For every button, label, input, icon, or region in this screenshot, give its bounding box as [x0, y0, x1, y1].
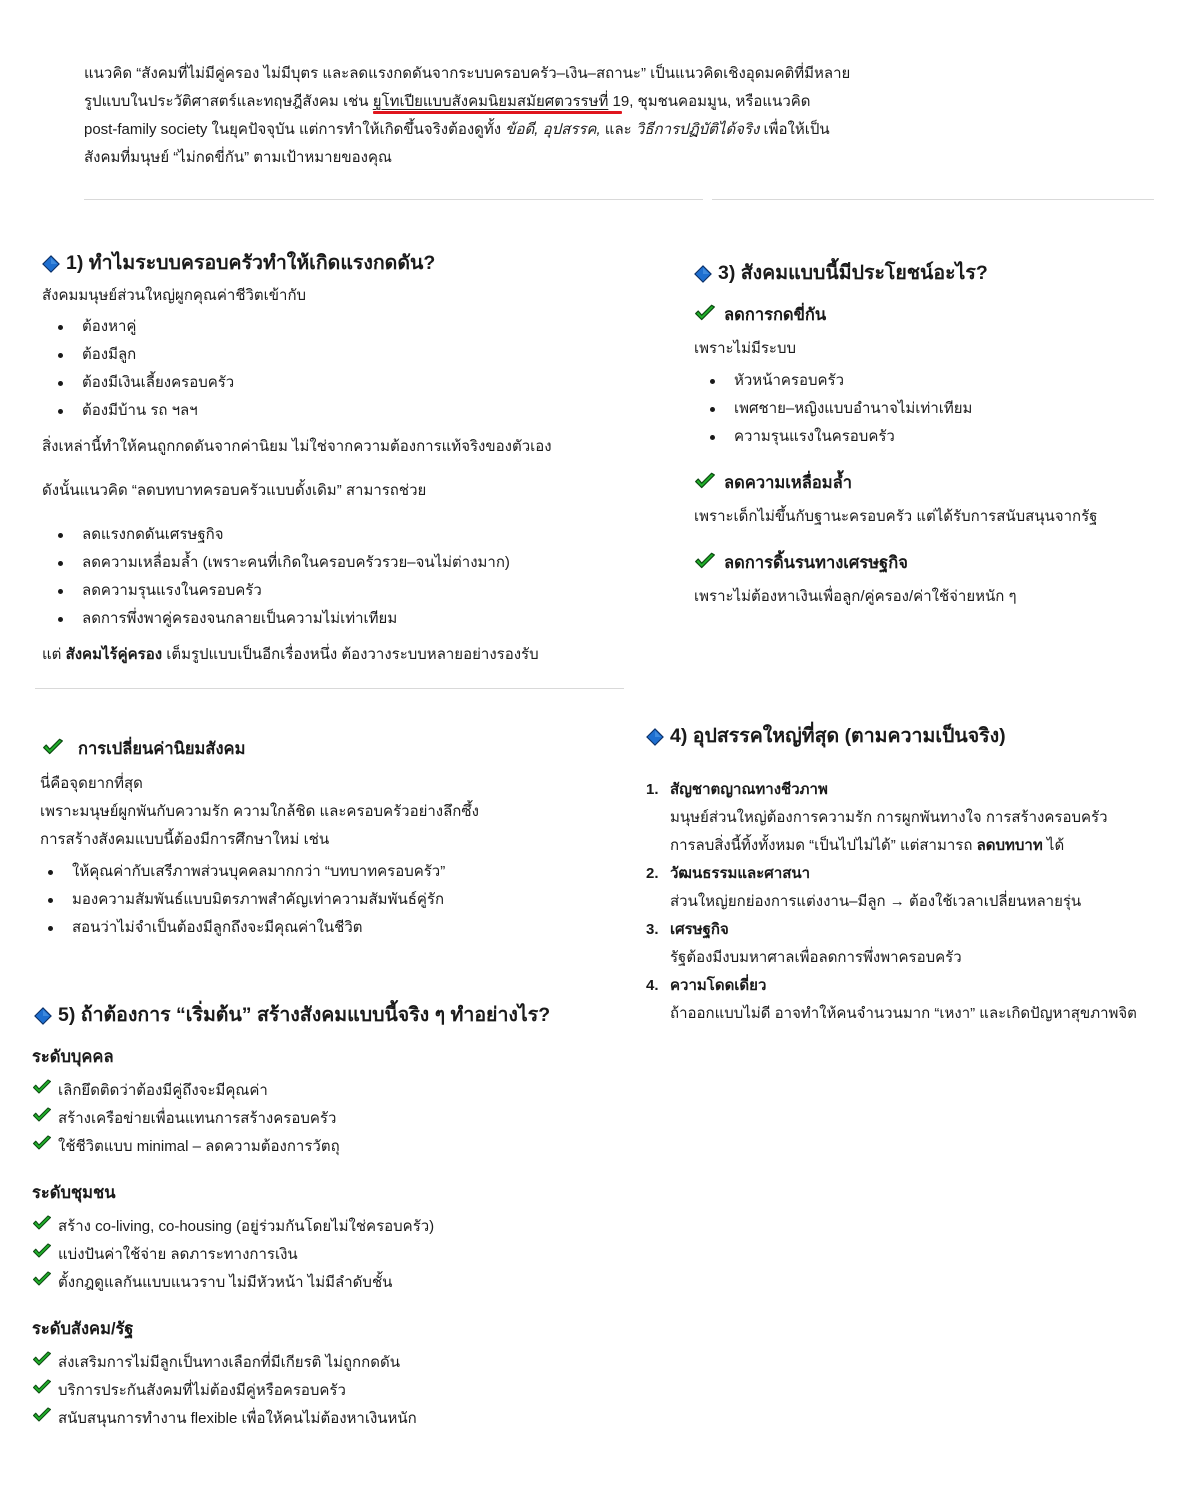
obstacle-item: [646, 860, 1156, 916]
value-change-line-3: การสร้างสังคมแบบนี้ต้องมีการศึกษาใหม่ เช่น: [40, 831, 330, 848]
section-1-lead: สังคมมนุษย์ส่วนใหญ่ผูกคุณค่าชีวิตเข้ากับ: [42, 287, 307, 304]
intro-text: และ: [600, 121, 636, 138]
green-check-icon: [32, 1241, 52, 1269]
item-number: 4.: [646, 977, 659, 994]
item-text: ส่งเสริมการไม่มีลูกเป็นทางเลือกที่มีเกียรติ ไม่ถูกกดดัน: [58, 1354, 400, 1371]
obstacle-title: ความโดดเดี่ยว: [670, 977, 767, 994]
level-heading: ระดับชุมชน: [32, 1184, 116, 1202]
level-list: [32, 1349, 417, 1433]
level-heading: ระดับบุคคล: [32, 1048, 114, 1066]
obstacle-title: เศรษฐกิจ: [670, 921, 729, 938]
divider: [84, 199, 703, 200]
section-title: 3) สังคมแบบนี้มีประโยชน์อะไร?: [718, 262, 988, 284]
item-text: สร้างเครือข่ายเพื่อนแทนการสร้างครอบครัว: [58, 1110, 337, 1127]
divider: [35, 688, 624, 689]
list-item: [32, 1133, 340, 1161]
item-number: 1.: [646, 781, 659, 798]
benefit-2-text: เพราะเด็กไม่ขึ้นกับฐานะครอบครัว แต่ได้รับการสนับสนุนจากรัฐ: [694, 508, 1098, 525]
blue-diamond-icon: [646, 728, 662, 744]
list-item: [32, 1405, 417, 1433]
blue-diamond-icon: [34, 1007, 50, 1023]
closing-text: เต็มรูปแบบเป็นอีกเรื่องหนึ่ง ต้องวางระบบหลายอย่างรองรับ: [162, 646, 539, 663]
list-item: ต้องหาคู่: [42, 313, 234, 341]
list-item: [32, 1269, 434, 1297]
intro-text: 19, ชุมชนคอมมูน, หรือแนวคิด: [608, 93, 811, 110]
value-change-line-2: เพราะมนุษย์ผูกพันกับความรัก ความใกล้ชิด และครอบครัวอย่างลึกซึ้ง: [40, 803, 479, 820]
list-item: เพศชาย–หญิงแบบอำนาจไม่เท่าเทียม: [694, 395, 972, 423]
green-check-icon: [32, 1269, 52, 1297]
item-text: ตั้งกฎดูแลกันแบบแนวราบ ไม่มีหัวหน้า ไม่มีลำดับชั้น: [58, 1274, 393, 1291]
intro-line-3: [84, 116, 884, 144]
list-item: หัวหน้าครอบครัว: [694, 367, 972, 395]
list-item: [32, 1105, 340, 1133]
list-item: สอนว่าไม่จำเป็นต้องมีลูกถึงจะมีคุณค่าในชีวิต: [32, 914, 445, 942]
desc-text: ได้: [1042, 837, 1065, 854]
green-check-icon: [694, 472, 716, 495]
intro-emphasis: ข้อดี, อุปสรรค,: [505, 121, 601, 138]
obstacle-title: วัฒนธรรมและศาสนา: [670, 865, 811, 882]
divider: [712, 199, 1154, 200]
list-item: ต้องมีเงินเลี้ยงครอบครัว: [42, 369, 234, 397]
section-1-heading: [42, 247, 632, 278]
intro-text: เพื่อให้เป็น: [759, 121, 830, 138]
benefit-2-heading: [694, 470, 852, 496]
obstacle-desc: [670, 832, 1156, 860]
level-list: [32, 1077, 340, 1161]
green-check-icon: [32, 1405, 52, 1433]
intro-emphasis: วิธีการปฏิบัติได้จริง: [635, 121, 760, 138]
section-title: 4) อุปสรรคใหญ่ที่สุด (ตามความเป็นจริง): [670, 725, 1006, 747]
list-item: ลดความรุนแรงในครอบครัว: [42, 577, 510, 605]
item-text: เลิกยึดติดว่าต้องมีคู่ถึงจะมีคุณค่า: [58, 1082, 268, 1099]
benefit-1-heading: [694, 302, 826, 328]
obstacle-item: [646, 916, 1156, 972]
value-change-heading: [42, 736, 245, 762]
section-5-heading: [34, 999, 634, 1030]
obstacle-desc: ถ้าออกแบบไม่ดี อาจทำให้คนจำนวนมาก “เหงา” และเกิดปัญหาสุขภาพจิต: [670, 1005, 1137, 1022]
section-3: [694, 257, 1154, 288]
list-item: [32, 1241, 434, 1269]
section-1-closing: [42, 641, 539, 669]
benefit-1-list: [694, 367, 972, 451]
green-check-icon: [694, 304, 716, 327]
section-1-after: สิ่งเหล่านี้ทำให้คนถูกกดดันจากค่านิยม ไม่ใช่จากความต้องการแท้จริงของตัวเอง: [42, 438, 552, 455]
item-text: ใช้ชีวิตแบบ minimal – ลดความต้องการวัตถุ: [58, 1138, 340, 1155]
section-4: [646, 720, 1156, 751]
section-title: 1) ทำไมระบบครอบครัวทำให้เกิดแรงกดดัน?: [66, 252, 436, 274]
utopia-link[interactable]: ยูโทเปียแบบสังคมนิยมสมัยศตวรรษที่: [372, 93, 609, 110]
list-item: [32, 1349, 417, 1377]
intro-paragraph: [84, 60, 884, 172]
section-4-heading: [646, 720, 1156, 751]
green-check-icon: [694, 552, 716, 575]
list-item: ลดแรงกดดันเศรษฐกิจ: [42, 521, 510, 549]
benefit-3-text: เพราะไม่ต้องหาเงินเพื่อลูก/คู่ครอง/ค่าใช้จ่ายหนัก ๆ: [694, 588, 1017, 605]
section-title: 5) ถ้าต้องการ “เริ่มต้น” สร้างสังคมแบบนี้จริง ๆ ทำอย่างไร?: [58, 1004, 551, 1026]
green-check-icon: [32, 1377, 52, 1405]
list-item: ต้องมีลูก: [42, 341, 234, 369]
item-text: สนับสนุนการทำงาน flexible เพื่อให้คนไม่ต้องหาเงินหนัก: [58, 1410, 417, 1427]
item-number: 2.: [646, 865, 659, 882]
intro-line-4: สังคมที่มนุษย์ “ไม่กดขี่กัน” ตามเป้าหมายของคุณ: [84, 149, 392, 166]
list-item: ลดการพึ่งพาคู่ครองจนกลายเป็นความไม่เท่าเทียม: [42, 605, 510, 633]
green-check-icon: [42, 738, 64, 761]
benefit-title: ลดการดิ้นรนทางเศรษฐกิจ: [724, 554, 908, 572]
obstacle-item: [646, 972, 1156, 1028]
section-5: [34, 999, 634, 1030]
list-item: [32, 1377, 417, 1405]
obstacle-desc: มนุษย์ส่วนใหญ่ต้องการความรัก การผูกพันทางใจ การสร้างครอบครัว: [670, 809, 1108, 826]
closing-bold: สังคมไร้คู่ครอง: [65, 646, 163, 663]
section-1-benefits: [42, 521, 510, 633]
item-number: 3.: [646, 921, 659, 938]
list-item: [32, 1077, 340, 1105]
obstacles-list: [646, 776, 1156, 1028]
value-change-list: [32, 858, 445, 942]
benefit-1-lead: เพราะไม่มีระบบ: [694, 340, 797, 357]
list-item: ลดความเหลื่อมล้ำ (เพราะคนที่เกิดในครอบครัวรวย–จนไม่ต่างมาก): [42, 549, 510, 577]
obstacle-desc: ส่วนใหญ่ยกย่องการแต่งงาน–มีลูก → ต้องใช้เวลาเปลี่ยนหลายรุ่น: [670, 893, 1082, 910]
obstacle-desc: รัฐต้องมีงบมหาศาลเพื่อลดการพึ่งพาครอบครัว: [670, 949, 962, 966]
green-check-icon: [32, 1077, 52, 1105]
intro-text: รูปแบบในประวัติศาสตร์และทฤษฎีสังคม เช่น: [84, 93, 373, 110]
blue-diamond-icon: [694, 265, 710, 281]
green-check-icon: [32, 1213, 52, 1241]
obstacle-title: สัญชาตญาณทางชีวภาพ: [670, 781, 828, 798]
desc-text: การลบสิ่งนี้ทิ้งทั้งหมด “เป็นไปไม่ได้” แต่สามารถ: [670, 837, 977, 854]
desc-bold: ลดบทบาท: [976, 837, 1043, 854]
intro-line-1: แนวคิด “สังคมที่ไม่มีคู่ครอง ไม่มีบุตร และลดแรงกดดันจากระบบครอบครัว–เงิน–สถานะ” เป็นแนวคิดเชิงอุดมคติที่มีหลาย: [84, 65, 851, 82]
list-item: มองความสัมพันธ์แบบมิตรภาพสำคัญเท่าความสัมพันธ์คู่รัก: [32, 886, 445, 914]
section-3-heading: [694, 257, 1154, 288]
benefit-3-heading: [694, 550, 908, 576]
level-list: [32, 1213, 434, 1297]
level-heading: ระดับสังคม/รัฐ: [32, 1320, 134, 1338]
list-item: ต้องมีบ้าน รถ ฯลฯ: [42, 397, 234, 425]
blue-diamond-icon: [42, 255, 58, 271]
green-check-icon: [32, 1349, 52, 1377]
list-item: ให้คุณค่ากับเสรีภาพส่วนบุคคลมากกว่า “บทบาทครอบครัว”: [32, 858, 445, 886]
item-text: แบ่งปันค่าใช้จ่าย ลดภาระทางการเงิน: [58, 1246, 298, 1263]
benefit-title: ลดการกดขี่กัน: [724, 306, 827, 324]
section-1-so: ดังนั้นแนวคิด “ลดบทบาทครอบครัวแบบดั้งเดิม” สามารถช่วย: [42, 482, 427, 499]
closing-text: แต่: [42, 646, 66, 663]
list-item: ความรุนแรงในครอบครัว: [694, 423, 972, 451]
section-title: การเปลี่ยนค่านิยมสังคม: [78, 740, 246, 758]
green-check-icon: [32, 1105, 52, 1133]
value-change-line-1: นี่คือจุดยากที่สุด: [40, 775, 143, 792]
item-text: บริการประกันสังคมที่ไม่ต้องมีคู่หรือครอบครัว: [58, 1382, 346, 1399]
benefit-title: ลดความเหลื่อมล้ำ: [724, 474, 853, 492]
obstacle-item: [646, 776, 1156, 860]
item-text: สร้าง co-living, co-housing (อยู่ร่วมกันโดยไม่ใช่ครอบครัว): [58, 1218, 435, 1235]
section-1-list: [42, 313, 234, 425]
list-item: [32, 1213, 434, 1241]
section-1: [42, 247, 632, 278]
intro-text: post-family society ในยุคปัจจุบัน แต่การทำให้เกิดขึ้นจริงต้องดูทั้ง: [84, 121, 506, 138]
green-check-icon: [32, 1133, 52, 1161]
red-annotation-underline: [373, 111, 622, 114]
